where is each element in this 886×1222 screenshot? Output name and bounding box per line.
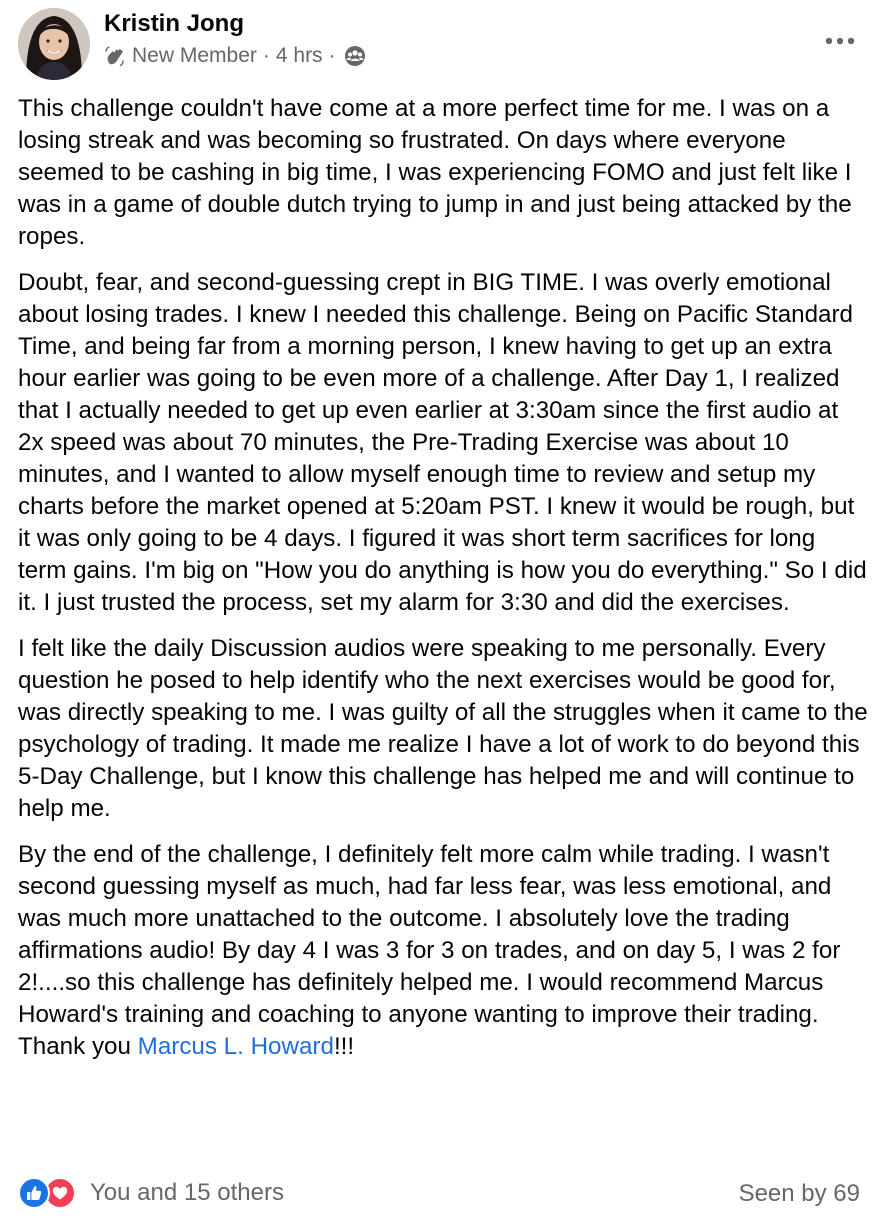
post-footer (18, 1172, 860, 1214)
post-meta (104, 43, 366, 69)
mention-link[interactable]: Marcus L. Howard (137, 1033, 334, 1060)
post-header (18, 8, 868, 82)
member-badge: New Member (132, 44, 257, 67)
post-paragraph: Doubt, fear, and second-guessing crept in BIG TIME. I was overly emotional about losing trades. I knew I needed this challenge. Being on Pacific Standard Time, and being far from a morning person, I knew having to get up an extra hour earlier was going to be even more of a challenge. After Day 1, I realized that I actually needed to get up even earlier at 3:30am since the first audio at 2x speed was about 70 minutes, the Pre-Trading Exercise was about 10 minutes, and I wanted to allow myself enough time to review and setup my charts before the market opened at 5:20am PST. I knew it would be rough, but it was only going to be 4 days. I figured it was short term sacrifices for long term gains. I'm big on "How you do anything is how you do everything." So I did it. I just trusted the process, set my alarm for 3:30 and did the exercises. (18, 269, 867, 616)
post-timestamp[interactable]: 4 hrs (275, 44, 323, 67)
avatar-image (18, 8, 90, 80)
seen-by-count[interactable]: Seen by 69 (738, 1180, 860, 1207)
meta-separator: · (328, 44, 336, 67)
meta-separator: · (262, 44, 270, 67)
post-paragraph-text: By the end of the challenge, I definitely felt more calm while trading. I wasn't second guessing myself as much, had far less fear, was less emotional, and was much more unattached to the outcome. I absolutely love the trading affirmations audio! By day 4 I was 3 for 3 on trades, and on day 5, I was 2 for 2!....so this challenge has definitely helped me. I would recommend Marcus Howard's training and coaching to anyone wanting to improve their trading. Thank you (18, 841, 841, 1060)
post-paragraph: I felt like the daily Discussion audios were speaking to me personally. Every question he posed to help identify who the next exercises would be good for, was directly speaking to me. I was guilty of all the struggles when it came to the psychology of trading. It made me realize I have a lot of work to do beyond this 5-Day Challenge, but I know this challenge has helped me and will continue to help me. (18, 635, 868, 822)
like-reaction-icon (18, 1177, 50, 1209)
reaction-summary[interactable] (18, 1176, 284, 1210)
post-paragraph-text: !!! (333, 1033, 355, 1060)
post-body (18, 93, 870, 1077)
post-paragraph (18, 839, 870, 1063)
post-paragraph: This challenge couldn't have come at a more perfect time for me. I was on a losing streak and was becoming so frustrated. On days where everyone seemed to be cashing in big time, I was experiencing FOMO and just felt like I was in a game of double dutch trying to jump in and just being attacked by the ropes. (18, 95, 852, 250)
more-options-button[interactable] (818, 26, 862, 56)
more-options-icon (824, 37, 856, 45)
reaction-count-text: You and 15 others (90, 1179, 284, 1206)
author-name[interactable]: Kristin Jong (104, 10, 245, 37)
wave-hand-icon (104, 45, 126, 67)
group-audience-icon[interactable] (344, 45, 366, 67)
author-avatar[interactable] (18, 8, 90, 80)
